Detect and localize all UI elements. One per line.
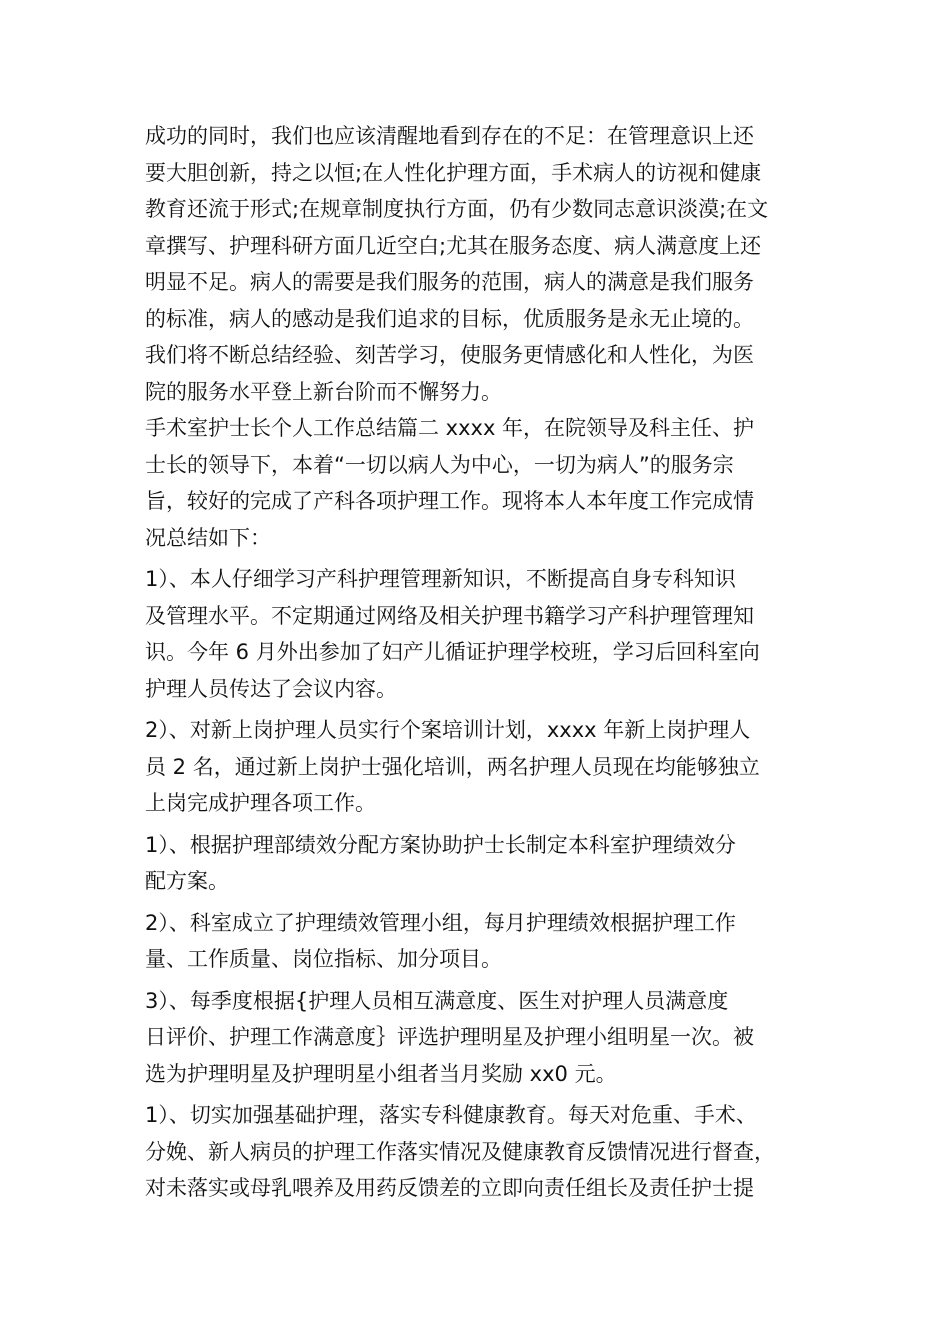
text-line: 况总结如下：: [145, 525, 271, 550]
text-line: 分娩、新人病员的护理工作落实情况及健康教育反馈情况进行督查，: [145, 1139, 775, 1164]
text-line: 明显不足。病人的需要是我们服务的范围，病人的满意是我们服务: [145, 270, 754, 294]
text-line: 识。今年 6 月外出参加了妇产儿循证护理学校班，学习后回科室向: [145, 640, 760, 664]
text-line: 选为护理明星及护理明星小组者当月奖励 xx0 元。: [145, 1061, 617, 1086]
text-line: 日评价、护理工作满意度｝评选护理明星及护理小组明星一次。被: [145, 1025, 754, 1049]
text-line: 量、工作质量、岗位指标、加分项目。: [145, 947, 502, 971]
list-item-line: 3）、每季度根据{护理人员相互满意度、医生对护理人员满意度: [145, 988, 729, 1013]
text-line: 士长的领导下，本着“一切以病人为中心，一切为病人”的服务宗: [145, 452, 734, 477]
text-line: 教育还流于形式;在规章制度执行方面，仍有少数同志意识淡漠;在文: [145, 197, 769, 221]
text-line: 章撰写、护理科研方面几近空白;尤其在服务态度、病人满意度上还: [145, 233, 762, 258]
text-line: 及管理水平。不定期通过网络及相关护理书籍学习产科护理管理知: [145, 603, 754, 628]
list-item-line: 2）、对新上岗护理人员实行个案培训计划，xxxx 年新上岗护理人: [145, 718, 751, 742]
text-line: 配方案。: [145, 869, 229, 893]
section-heading-line: 手术室护士长个人工作总结篇二 xxxx 年，在院领导及科主任、护: [145, 416, 755, 440]
text-line: 要大胆创新，持之以恒;在人性化护理方面，手术病人的访视和健康: [145, 160, 762, 185]
list-item-line: 1）、根据护理部绩效分配方案协助护士长制定本科室护理绩效分: [145, 832, 736, 857]
text-line: 院的服务水平登上新台阶而不懈努力。: [145, 379, 502, 404]
list-item-line: 2）、科室成立了护理绩效管理小组，每月护理绩效根据护理工作: [145, 910, 736, 935]
text-line: 旨，较好的完成了产科各项护理工作。现将本人本年度工作完成情: [145, 489, 754, 513]
list-item-line: 1）、本人仔细学习产科护理管理新知识，不断提高自身专科知识: [145, 567, 736, 591]
text-line: 的标准，病人的感动是我们追求的目标，优质服务是永无止境的。: [145, 306, 754, 331]
text-line: 员 2 名，通过新上岗护士强化培训，两名护理人员现在均能够独立: [145, 754, 760, 779]
text-line: 护理人员传达了会议内容。: [145, 676, 397, 701]
document-body: [145, 118, 810, 1207]
text-line: 我们将不断总结经验、刻苦学习，使服务更情感化和人性化，为医: [145, 343, 754, 367]
text-line: 上岗完成护理各项工作。: [145, 791, 376, 815]
list-item-line: 1）、切实加强基础护理，落实专科健康教育。每天对危重、手术、: [145, 1103, 757, 1127]
text-line: 对未落实或母乳喂养及用药反馈差的立即向责任组长及责任护士提: [145, 1176, 754, 1200]
text-line: 成功的同时，我们也应该清醒地看到存在的不足：在管理意识上还: [145, 124, 754, 148]
